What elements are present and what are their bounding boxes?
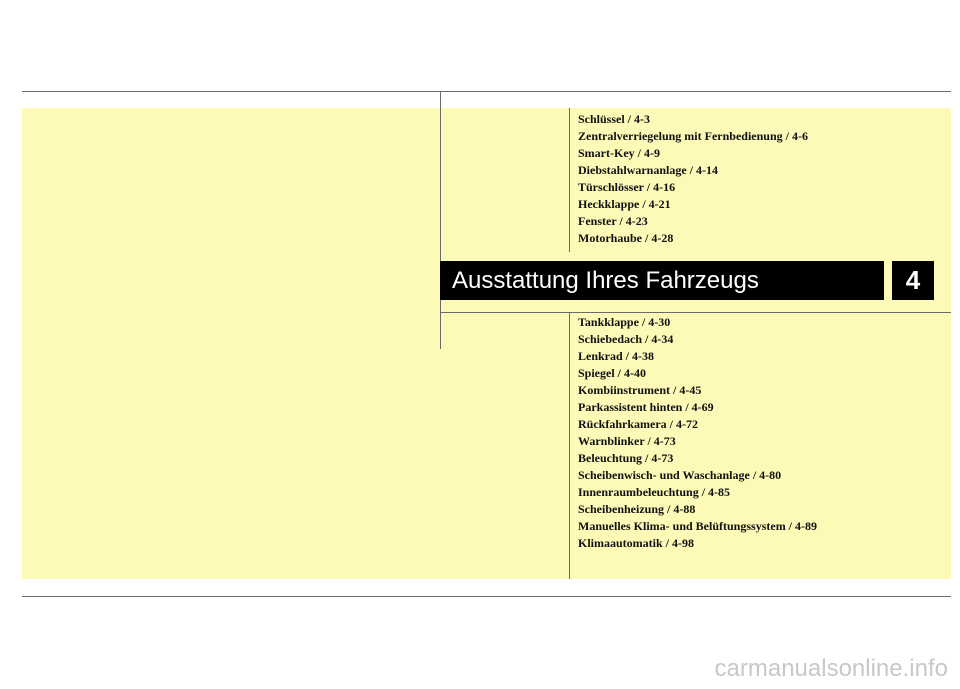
toc-list-top xyxy=(578,111,808,247)
toc-entry[interactable]: Innenraumbeleuchtung / 4-85 xyxy=(578,485,731,499)
toc-entry[interactable]: Fenster / 4-23 xyxy=(578,214,648,228)
toc-entry[interactable]: Warnblinker / 4-73 xyxy=(578,434,676,448)
toc-entry[interactable]: Scheibenwisch- und Waschanlage / 4-80 xyxy=(578,468,782,482)
toc-entry[interactable]: Diebstahlwarnanlage / 4-14 xyxy=(578,163,719,177)
toc-entry[interactable]: Tankklappe / 4-30 xyxy=(578,315,671,329)
toc-list-bottom xyxy=(578,314,817,552)
chapter-title: Ausstattung Ihres Fahrzeugs xyxy=(440,261,884,300)
toc-entry[interactable]: Lenkrad / 4-38 xyxy=(578,349,655,363)
toc-entry[interactable]: Rückfahrkamera / 4-72 xyxy=(578,417,698,431)
toc-entry[interactable]: Heckklappe / 4-21 xyxy=(578,197,671,211)
toc-entry[interactable]: Manuelles Klima- und Belüftungssystem / 4-89 xyxy=(578,519,818,533)
watermark: carmanualsonline.info xyxy=(714,655,948,682)
toc-entry[interactable]: Schiebedach / 4-34 xyxy=(578,332,674,346)
bottom-rule xyxy=(22,596,951,597)
toc-divider-top xyxy=(569,108,570,252)
toc-entry[interactable]: Motorhaube / 4-28 xyxy=(578,231,674,245)
toc-entry[interactable]: Zentralverriegelung mit Fernbedienung / 4-6 xyxy=(578,129,808,143)
toc-entry[interactable]: Türschlösser / 4-16 xyxy=(578,180,676,194)
toc-entry[interactable]: Beleuchtung / 4-73 xyxy=(578,451,674,465)
chapter-number: 4 xyxy=(892,261,934,300)
section-divider xyxy=(440,312,951,313)
toc-entry[interactable]: Kombiinstrument / 4-45 xyxy=(578,383,702,397)
toc-entry[interactable]: Klimaautomatik / 4-98 xyxy=(578,536,694,550)
toc-entry[interactable]: Schlüssel / 4-3 xyxy=(578,112,651,126)
toc-entry[interactable]: Spiegel / 4-40 xyxy=(578,366,646,380)
toc-divider-bottom xyxy=(569,312,570,579)
top-rule xyxy=(22,91,951,92)
toc-entry[interactable]: Parkassistent hinten / 4-69 xyxy=(578,400,714,414)
left-divider xyxy=(440,91,441,349)
toc-entry[interactable]: Smart-Key / 4-9 xyxy=(578,146,660,160)
toc-entry[interactable]: Scheibenheizung / 4-88 xyxy=(578,502,696,516)
